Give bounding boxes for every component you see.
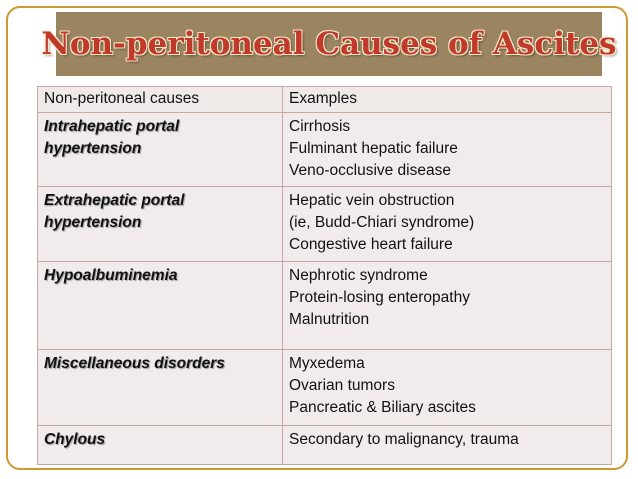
example-item: Hepatic vein obstruction [289, 192, 455, 209]
examples-cell [283, 113, 612, 187]
cause-cell [38, 350, 283, 426]
example-item: Cirrhosis [289, 118, 351, 135]
cause-cell [38, 187, 283, 262]
example-item: Pancreatic & Biliary ascites [289, 399, 476, 416]
examples-cell [283, 262, 612, 350]
example-item: Nephrotic syndrome [289, 267, 428, 284]
cause-line: Hypoalbuminemia [44, 267, 178, 284]
slide-title: Non-peritoneal Causes of Ascites [41, 26, 617, 62]
example-item: Fulminant hepatic failure [289, 140, 458, 157]
table-header-row [38, 87, 612, 113]
table-row [38, 187, 612, 262]
example-item: Congestive heart failure [289, 236, 453, 253]
example-item: Veno-occlusive disease [289, 162, 451, 179]
cause-cell [38, 113, 283, 187]
table-row [38, 350, 612, 426]
example-item: Malnutrition [289, 311, 370, 328]
table-row [38, 113, 612, 187]
cause-cell [38, 262, 283, 350]
example-item: (ie, Budd-Chiari syndrome) [289, 214, 475, 231]
table-row [38, 426, 612, 465]
table-row [38, 262, 612, 350]
cause-line: Extrahepatic portal [44, 192, 185, 209]
cause-cell [38, 426, 283, 465]
example-item: Secondary to malignancy, trauma [289, 431, 519, 448]
examples-cell [283, 350, 612, 426]
cause-line: Intrahepatic portal [44, 118, 180, 135]
cause-line: hypertension [44, 140, 142, 157]
example-item: Myxedema [289, 355, 365, 372]
title-banner [41, 12, 617, 76]
header-examples: Examples [283, 87, 612, 113]
examples-cell [283, 187, 612, 262]
example-item: Protein-losing enteropathy [289, 289, 470, 306]
causes-table [37, 86, 612, 465]
cause-line: hypertension [44, 214, 142, 231]
cause-line: Chylous [44, 431, 106, 448]
header-causes: Non-peritoneal causes [38, 87, 283, 113]
example-item: Ovarian tumors [289, 377, 395, 394]
cause-line: Miscellaneous disorders [44, 355, 225, 372]
examples-cell [283, 426, 612, 465]
